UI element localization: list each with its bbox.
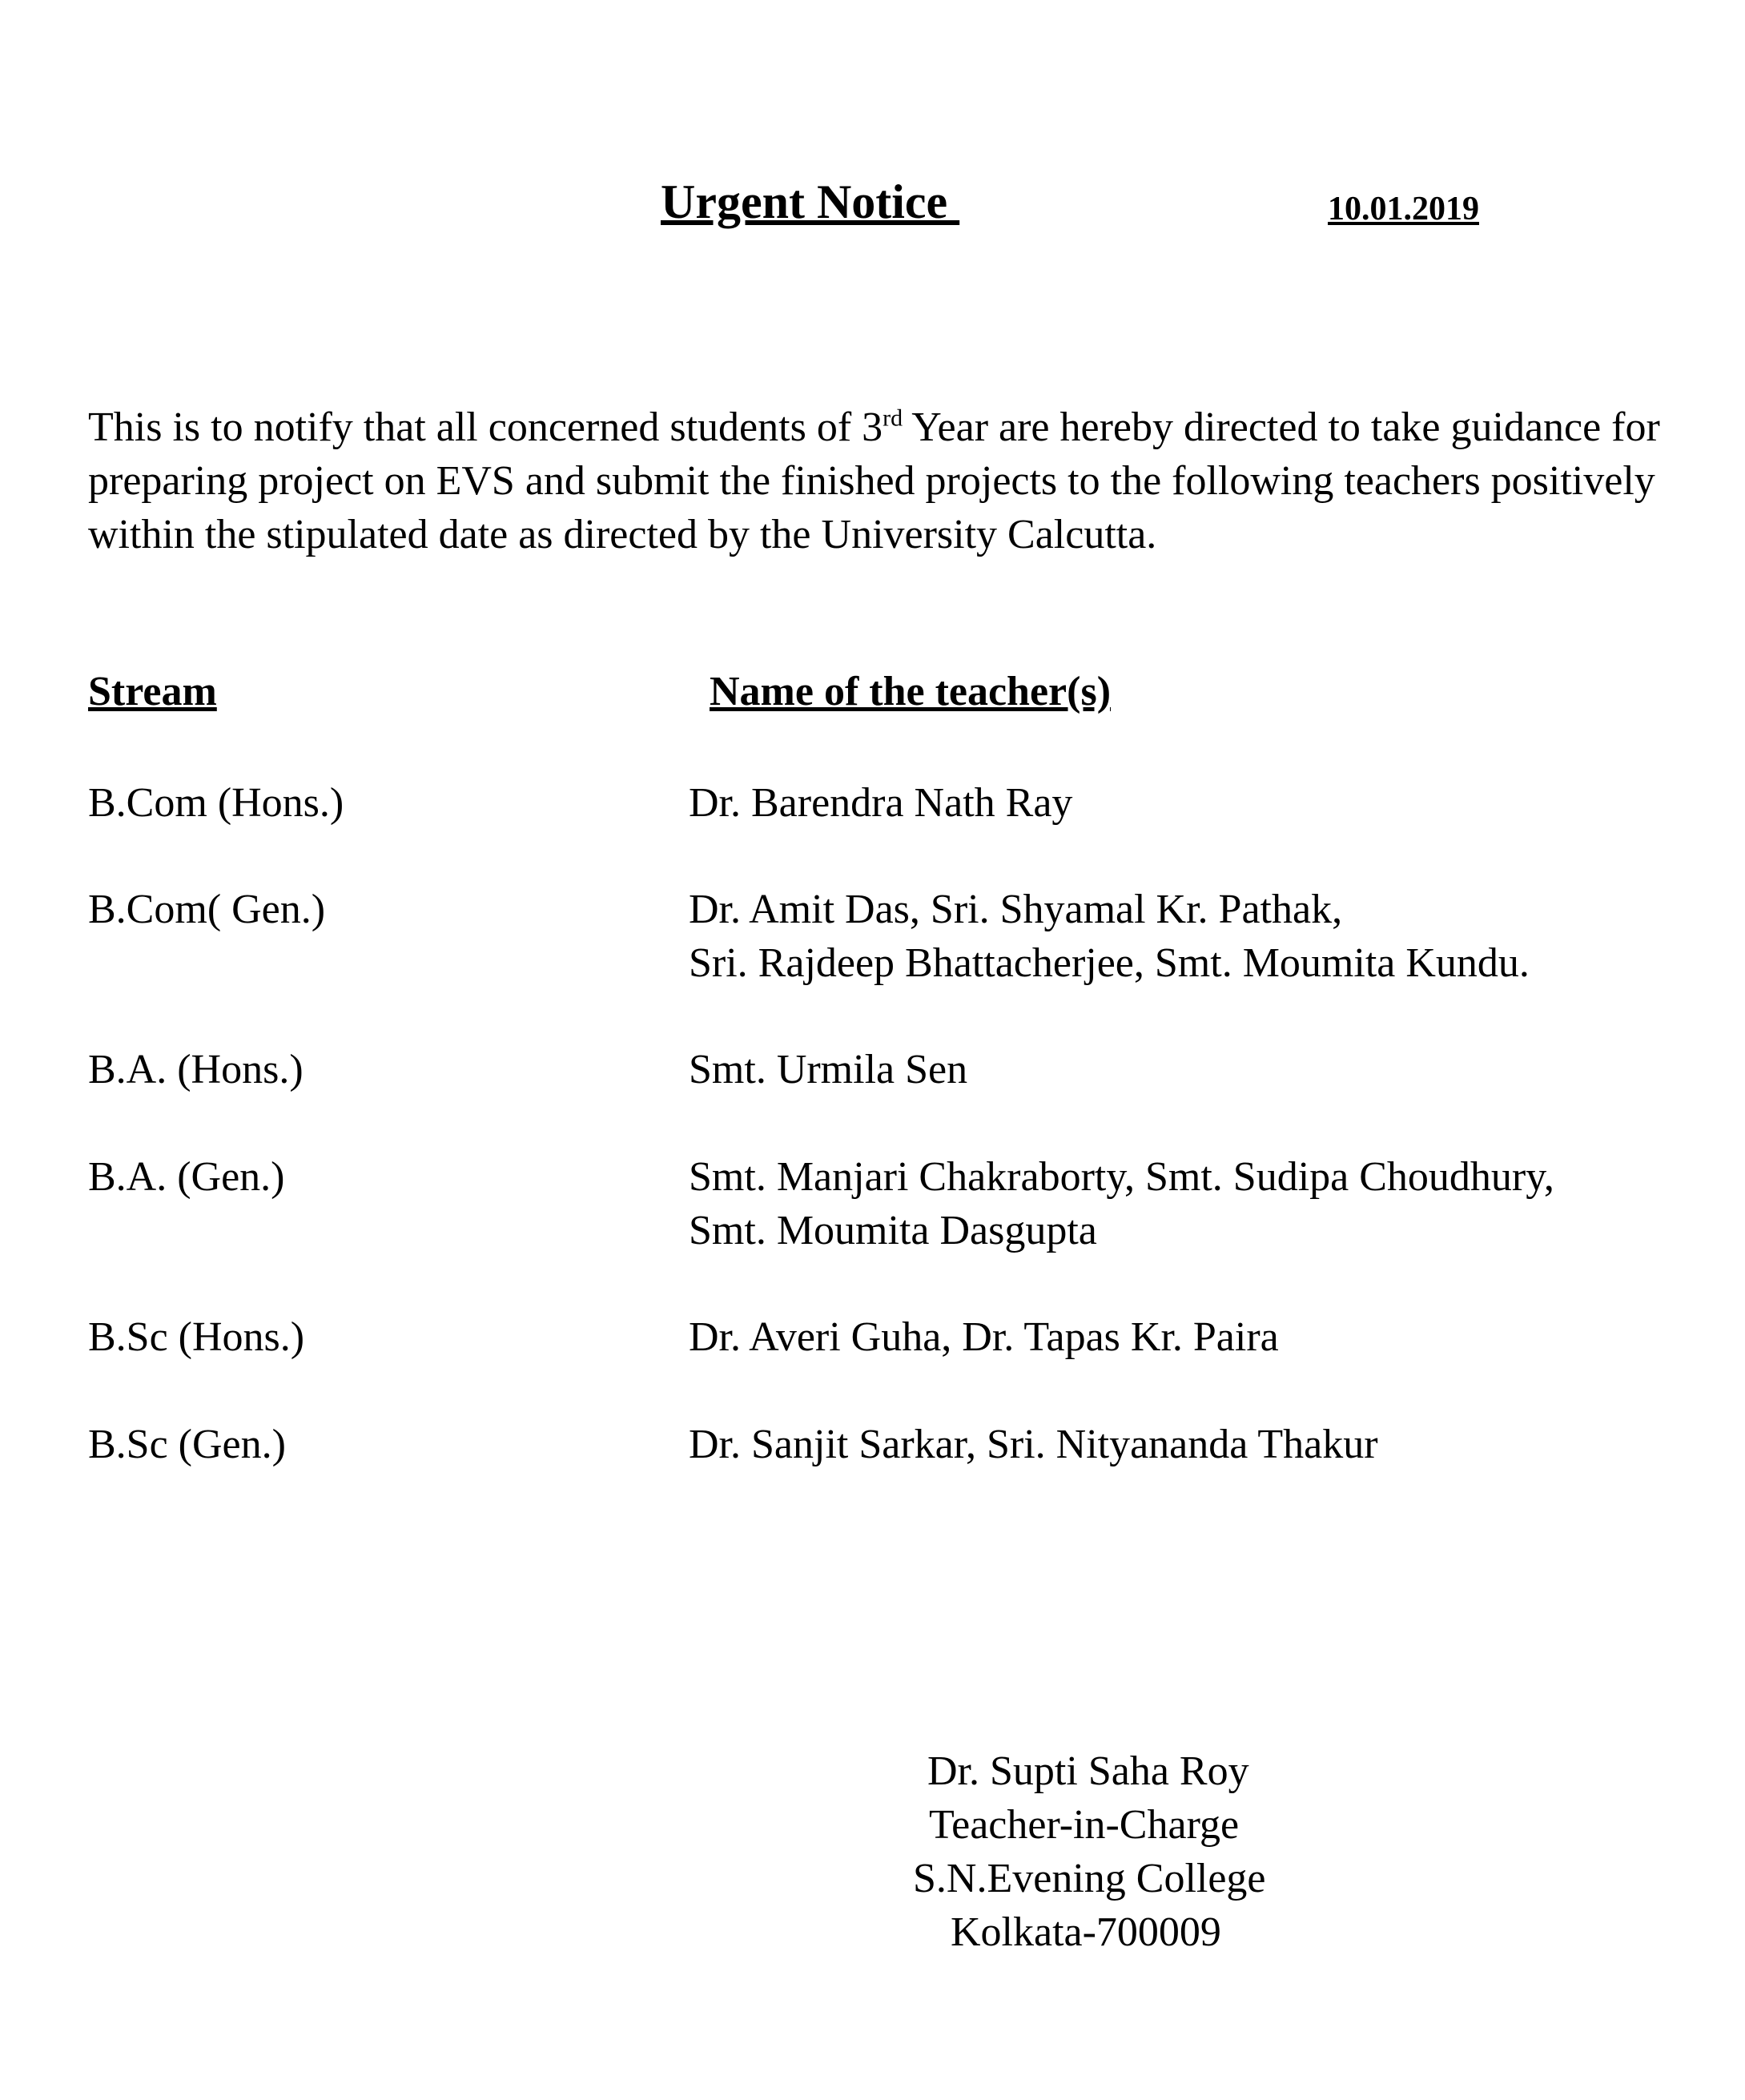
notice-title: Urgent Notice — [661, 175, 960, 228]
teacher-line: Smt. Moumita Dasgupta — [689, 1208, 1097, 1253]
stream-name: B.Com( Gen.) — [88, 887, 326, 932]
teacher-line: Smt. Manjari Chakraborty, Smt. Sudipa Choudhury, — [689, 1154, 1554, 1200]
notice-body — [88, 400, 1706, 561]
notice-body-text-1: This is to notify that all concerned students of 3 — [88, 404, 883, 450]
signatory-designation: Teacher-in-Charge — [929, 1802, 1240, 1848]
teacher-names — [689, 1418, 1698, 1471]
teacher-line: Dr. Averi Guha, Dr. Tapas Kr. Paira — [689, 1314, 1279, 1360]
signature-block — [913, 1744, 1266, 1959]
signatory-name: Dr. Supti Saha Roy — [927, 1748, 1249, 1794]
teacher-line: Sri. Rajdeep Bhattacherjee, Smt. Moumita Kundu. — [689, 940, 1530, 986]
stream-name: B.Com (Hons.) — [88, 780, 344, 826]
institution-city: Kolkata-700009 — [951, 1909, 1221, 1955]
notice-body-text-2: Year are hereby directed to take guidance for preparing project on EVS and submit the finished projects to the following teachers positively within the stipulated date as directed by the University Calcutta. — [88, 404, 1660, 557]
teacher-column-header: Name of the teacher(s) — [710, 669, 1112, 714]
stream-name: B.A. (Hons.) — [88, 1047, 304, 1092]
teacher-names — [689, 1150, 1698, 1257]
stream-name: B.A. (Gen.) — [88, 1154, 285, 1200]
teacher-names — [689, 776, 1698, 830]
stream-name: B.Sc (Gen.) — [88, 1422, 286, 1467]
teacher-names — [689, 1310, 1698, 1364]
stream-column-header: Stream — [88, 669, 217, 714]
teacher-names — [689, 883, 1698, 990]
teacher-line: Smt. Urmila Sen — [689, 1047, 968, 1092]
stream-name: B.Sc (Hons.) — [88, 1314, 305, 1360]
notice-date: 10.01.2019 — [1328, 191, 1479, 227]
teacher-line: Dr. Barendra Nath Ray — [689, 780, 1073, 826]
teacher-line: Dr. Amit Das, Sri. Shyamal Kr. Pathak, — [689, 887, 1343, 932]
institution-name: S.N.Evening College — [913, 1856, 1266, 1901]
teacher-line: Dr. Sanjit Sarkar, Sri. Nityananda Thakur — [689, 1422, 1378, 1467]
ordinal-suffix: rd — [883, 404, 903, 432]
teacher-names — [689, 1043, 1698, 1096]
